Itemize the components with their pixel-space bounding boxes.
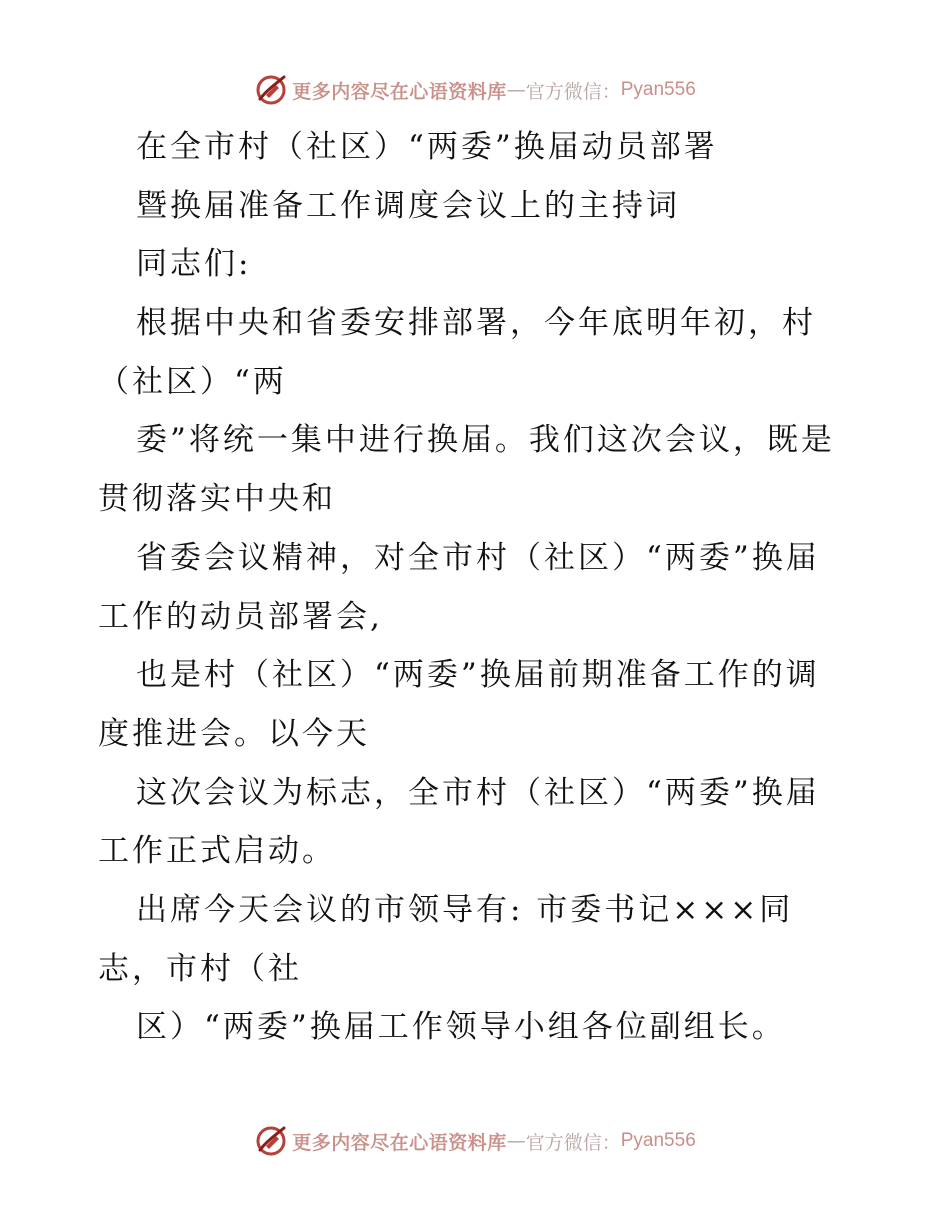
- paragraph-line: 志，市村（社: [98, 950, 302, 987]
- footer-banner: [0, 1121, 950, 1161]
- document-body: [98, 118, 858, 1057]
- paragraph-line: 这次会议为标志，全市村（社区）“两委”换届: [136, 774, 820, 811]
- banner-text: 更多内容尽在心语资料库: [292, 1131, 507, 1154]
- paragraph-line: 工作的动员部署会,: [98, 598, 383, 635]
- paragraph-line: 也是村（社区）“两委”换届前期准备工作的调: [136, 657, 820, 694]
- paragraph-line: 出席今天会议的市领导有: 市委书记×××同: [136, 891, 794, 928]
- header-banner: [0, 70, 950, 110]
- title-line-1: 在全市村（社区）“两委”换届动员部署: [136, 129, 718, 165]
- paragraph-line: 区）“两委”换届工作领导小组各位副组长。: [136, 1009, 786, 1046]
- pen-swirl-logo-icon: [254, 1124, 288, 1158]
- title-line-2: 暨换届准备工作调度会议上的主持词: [136, 187, 680, 224]
- paragraph-line: 根据中央和省委安排部署，今年底明年初，村: [136, 305, 816, 342]
- banner-wechat-label: 官方微信：: [525, 1131, 621, 1154]
- banner-text: 更多内容尽在心语资料库: [292, 80, 507, 103]
- salutation: 同志们:: [136, 246, 252, 283]
- banner-separator: —: [506, 1130, 526, 1152]
- banner-separator: —: [506, 79, 526, 101]
- pen-swirl-logo-icon: [254, 73, 288, 107]
- paragraph-line: 省委会议精神，对全市村（社区）“两委”换届: [136, 539, 820, 576]
- banner-wechat-id: Pyan556: [620, 79, 696, 100]
- paragraph-line: 贯彻落实中央和: [98, 481, 336, 518]
- paragraph-line: 委”将统一集中进行换届。我们这次会议，既是: [136, 422, 835, 459]
- paragraph-line: 工作正式启动。: [98, 833, 336, 870]
- banner-wechat-label: 官方微信：: [525, 80, 621, 103]
- paragraph-line: （社区）“两: [98, 363, 287, 400]
- paragraph-line: 度推进会。以今天: [98, 715, 370, 752]
- banner-wechat-id: Pyan556: [620, 1130, 696, 1151]
